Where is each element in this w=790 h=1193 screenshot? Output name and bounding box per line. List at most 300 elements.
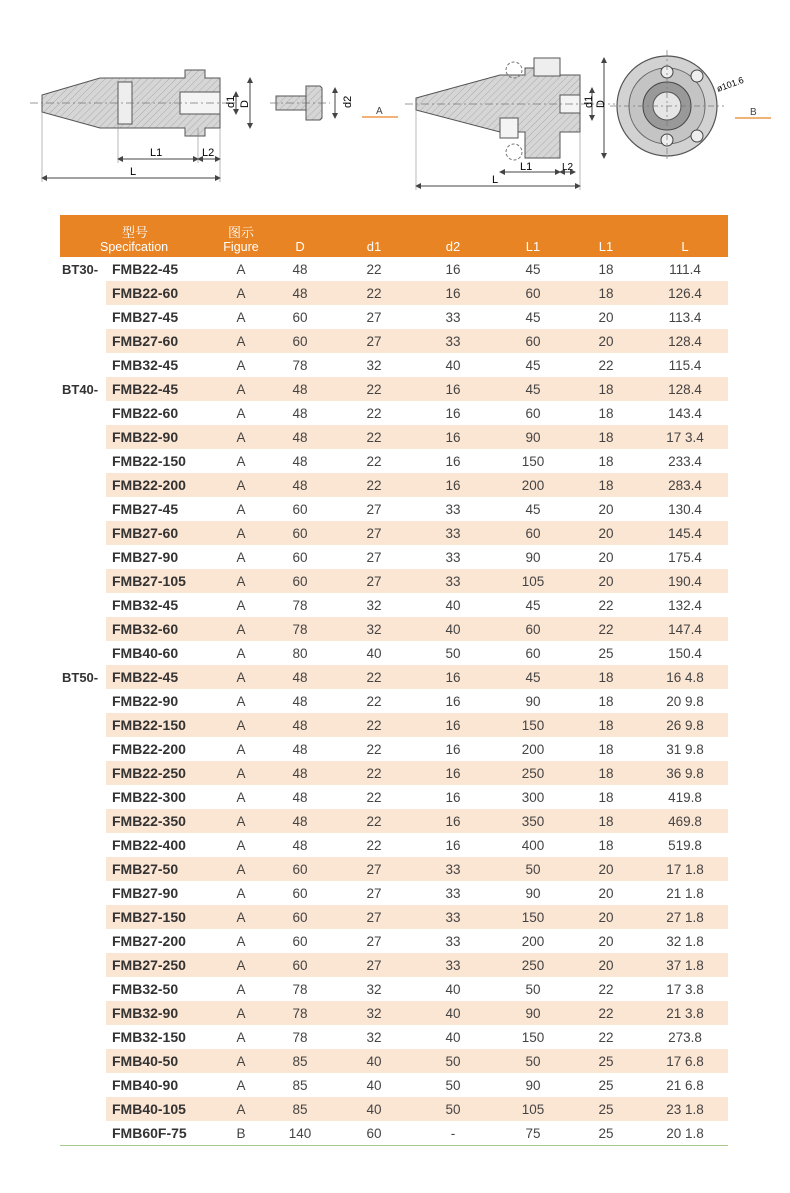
D-cell: 60 — [292, 309, 308, 325]
D-cell: 60 — [292, 933, 308, 949]
figure-cell: A — [220, 905, 262, 929]
D-cell: 78 — [292, 597, 308, 613]
figure-cell: A — [236, 597, 246, 613]
figure-cell: A — [236, 885, 246, 901]
table-row — [60, 857, 728, 881]
d1-cell: 27 — [338, 953, 410, 977]
dim-L1-label-a: L1 — [150, 147, 163, 159]
model-cell: FMB32-150 — [112, 1029, 186, 1045]
L-cell: 17 3.4 — [642, 425, 728, 449]
series-cell — [60, 905, 106, 929]
figure-cell: A — [220, 953, 262, 977]
L2-cell: 20 — [598, 885, 614, 901]
D-cell: 48 — [292, 405, 308, 421]
d2-cell: 33 — [410, 857, 496, 881]
L2-cell: 20 — [570, 905, 642, 929]
table-row — [60, 425, 728, 449]
L1-cell: 60 — [496, 521, 570, 545]
d1-cell: 40 — [366, 1077, 382, 1093]
figure-cell: A — [220, 761, 262, 785]
series-cell — [60, 713, 106, 737]
d1-cell: 22 — [338, 425, 410, 449]
D-cell: 60 — [262, 521, 338, 545]
L1-cell: 90 — [525, 549, 541, 565]
L1-cell: 75 — [496, 1121, 570, 1146]
L2-cell: 20 — [570, 953, 642, 977]
L2-cell: 18 — [570, 473, 642, 497]
series-cell — [60, 737, 106, 761]
model-cell: FMB32-50 — [112, 981, 179, 997]
table-row — [60, 785, 728, 809]
figure-cell: A — [236, 741, 246, 757]
header-spec — [60, 215, 220, 257]
L-cell: 115.4 — [668, 357, 702, 373]
dim-L2-label-b: L2 — [562, 162, 574, 173]
dim-d2-label: d2 — [342, 95, 354, 108]
series-cell — [60, 641, 106, 665]
table-row — [60, 881, 728, 905]
table-row — [60, 1073, 728, 1097]
L1-cell: 150 — [521, 453, 545, 469]
L2-cell: 20 — [598, 549, 614, 565]
d1-cell: 22 — [338, 377, 410, 401]
table-row — [60, 953, 728, 977]
D-cell: 48 — [292, 261, 308, 277]
figure-cell: A — [236, 453, 246, 469]
d1-cell: 60 — [338, 1121, 410, 1146]
d2-cell: 33 — [445, 309, 461, 325]
header-figure-cn: 图示 — [228, 225, 255, 240]
D-cell: 60 — [292, 501, 308, 517]
model-cell: FMB22-45 — [106, 377, 220, 401]
D-cell: 60 — [262, 953, 338, 977]
d1-cell: 40 — [366, 645, 382, 661]
series-cell — [60, 857, 106, 881]
table-row — [60, 1097, 728, 1121]
L1-cell: 105 — [496, 569, 570, 593]
series-cell — [60, 953, 106, 977]
table-row — [60, 473, 728, 497]
d2-cell: 33 — [410, 569, 496, 593]
model-cell: FMB22-250 — [106, 761, 220, 785]
D-cell: 48 — [262, 473, 338, 497]
figure-cell: A — [220, 857, 262, 881]
table-row — [60, 497, 728, 521]
d2-cell: 40 — [445, 357, 461, 373]
L-cell: 36 9.8 — [642, 761, 728, 785]
dim-D-label-a: D — [239, 100, 251, 108]
L1-cell: 45 — [525, 597, 541, 613]
figure-cell: A — [220, 377, 262, 401]
L2-cell: 18 — [598, 837, 614, 853]
L1-cell: 300 — [521, 789, 545, 805]
L1-cell: 45 — [525, 309, 541, 325]
L-cell: 283.4 — [642, 473, 728, 497]
figure-cell: A — [220, 425, 262, 449]
L2-cell: 25 — [598, 645, 614, 661]
d1-cell: 40 — [338, 1049, 410, 1073]
D-cell: 78 — [262, 617, 338, 641]
model-cell: FMB40-50 — [106, 1049, 220, 1073]
d2-cell: 16 — [445, 837, 461, 853]
d2-cell: 33 — [410, 953, 496, 977]
header-d2: d2 — [410, 215, 496, 257]
dim-L-label-b: L — [492, 174, 499, 186]
D-cell: 48 — [262, 713, 338, 737]
series-cell — [60, 353, 106, 377]
L2-cell: 22 — [570, 1001, 642, 1025]
d1-cell: 22 — [366, 693, 382, 709]
figure-cell: A — [220, 665, 262, 689]
d2-cell: 16 — [410, 473, 496, 497]
series-cell — [60, 833, 106, 857]
diameter-label: ø101.6 — [715, 74, 746, 94]
d2-cell: 16 — [410, 377, 496, 401]
L-cell: 419.8 — [668, 789, 702, 805]
D-cell: 48 — [292, 741, 308, 757]
L2-cell: 18 — [570, 377, 642, 401]
model-cell: FMB27-60 — [106, 521, 220, 545]
D-cell: 48 — [292, 837, 308, 853]
table-row — [60, 329, 728, 353]
L1-cell: 150 — [496, 905, 570, 929]
figure-a-label: A — [376, 106, 383, 117]
d1-cell: 22 — [366, 405, 382, 421]
d1-cell: 27 — [366, 549, 382, 565]
L2-cell: 22 — [598, 1029, 614, 1045]
L-cell: 21 3.8 — [642, 1001, 728, 1025]
L-cell: 37 1.8 — [642, 953, 728, 977]
L2-cell: 22 — [598, 981, 614, 997]
L2-cell: 18 — [570, 425, 642, 449]
L1-cell: 90 — [496, 425, 570, 449]
D-cell: 85 — [262, 1097, 338, 1121]
L1-cell: 150 — [496, 713, 570, 737]
header-figure-en: Figure — [223, 240, 259, 254]
table-row — [60, 545, 728, 569]
figure-b-holder-drawing — [405, 58, 615, 190]
d2-cell: 16 — [410, 809, 496, 833]
d1-cell: 32 — [366, 981, 382, 997]
L1-cell: 90 — [525, 1077, 541, 1093]
figure-cell: A — [236, 981, 246, 997]
header-spec-cn: 型号 — [122, 225, 149, 240]
figure-cell: A — [220, 617, 262, 641]
d2-cell: 16 — [445, 453, 461, 469]
figure-cell: A — [236, 405, 246, 421]
d1-cell: 22 — [366, 261, 382, 277]
L-cell: 27 1.8 — [642, 905, 728, 929]
D-cell: 60 — [262, 569, 338, 593]
D-cell: 78 — [292, 1029, 308, 1045]
table-row — [60, 761, 728, 785]
D-cell: 85 — [262, 1049, 338, 1073]
d2-cell: 16 — [445, 693, 461, 709]
header-L2: L1 — [570, 215, 642, 257]
d1-cell: 27 — [338, 569, 410, 593]
L2-cell: 25 — [598, 1077, 614, 1093]
model-cell: FMB22-90 — [106, 425, 220, 449]
figure-cell: A — [236, 933, 246, 949]
d1-cell: 27 — [366, 309, 382, 325]
model-cell: FMB22-200 — [106, 473, 220, 497]
figure-cell: A — [236, 645, 246, 661]
D-cell: 78 — [292, 981, 308, 997]
d1-cell: 40 — [338, 1097, 410, 1121]
table-row — [60, 521, 728, 545]
L1-cell: 50 — [525, 981, 541, 997]
series-cell — [60, 689, 106, 713]
L-cell: 143.4 — [668, 405, 702, 421]
series-cell — [60, 761, 106, 785]
L1-cell: 90 — [525, 885, 541, 901]
series-cell — [60, 929, 106, 953]
L-cell: 113.4 — [668, 309, 702, 325]
header-spec-en: Specifcation — [100, 240, 169, 254]
series-cell — [60, 1001, 106, 1025]
d2-cell: 40 — [410, 1001, 496, 1025]
D-cell: 48 — [262, 761, 338, 785]
d1-cell: 22 — [338, 281, 410, 305]
L1-cell: 250 — [496, 953, 570, 977]
L2-cell: 20 — [570, 569, 642, 593]
L1-cell: 50 — [496, 1049, 570, 1073]
L-cell: 111.4 — [669, 261, 701, 277]
model-cell: FMB27-150 — [106, 905, 220, 929]
L-cell: 17 1.8 — [642, 857, 728, 881]
L-cell: 26 9.8 — [642, 713, 728, 737]
table-row — [60, 377, 728, 401]
D-cell: 48 — [262, 281, 338, 305]
table-row — [60, 1049, 728, 1073]
dim-D-label-b: D — [595, 100, 607, 108]
figure-cell: A — [220, 281, 262, 305]
L2-cell: 18 — [570, 761, 642, 785]
technical-drawings — [0, 0, 790, 200]
d2-cell: 33 — [410, 521, 496, 545]
L-cell: 20 9.8 — [666, 693, 704, 709]
d1-cell: 32 — [338, 1001, 410, 1025]
d2-cell: 40 — [445, 981, 461, 997]
figure-cell: A — [236, 1077, 246, 1093]
series-cell — [60, 329, 106, 353]
figure-a-holder-drawing — [30, 70, 250, 182]
figure-cell: A — [236, 1029, 246, 1045]
L1-cell: 60 — [496, 617, 570, 641]
header-D: D — [262, 215, 338, 257]
L2-cell: 25 — [570, 1121, 642, 1146]
series-cell — [60, 1049, 106, 1073]
d2-cell: 50 — [410, 1097, 496, 1121]
table-row — [60, 449, 728, 473]
L1-cell: 45 — [525, 357, 541, 373]
L-cell: 17 6.8 — [642, 1049, 728, 1073]
d2-cell: 40 — [410, 617, 496, 641]
dim-L-label-a: L — [130, 166, 137, 178]
table-row — [60, 569, 728, 593]
d2-cell: 50 — [445, 645, 461, 661]
model-cell: FMB27-90 — [112, 549, 179, 565]
series-cell — [60, 545, 106, 569]
L-cell: 23 1.8 — [642, 1097, 728, 1121]
figure-cell: A — [236, 789, 246, 805]
L2-cell: 20 — [598, 933, 614, 949]
model-cell: FMB22-400 — [112, 837, 186, 853]
d1-cell: 22 — [366, 741, 382, 757]
L-cell: 273.8 — [668, 1029, 702, 1045]
figure-cell: A — [220, 713, 262, 737]
figure-cell: A — [236, 693, 246, 709]
L1-cell: 200 — [521, 933, 545, 949]
table-row — [60, 689, 728, 713]
table-row — [60, 305, 728, 329]
L1-cell: 60 — [525, 405, 541, 421]
model-cell: FMB32-45 — [112, 597, 179, 613]
d2-cell: 16 — [410, 665, 496, 689]
spec-table — [60, 215, 728, 1146]
d2-cell: 33 — [445, 933, 461, 949]
L2-cell: 18 — [598, 741, 614, 757]
d1-cell: 27 — [338, 857, 410, 881]
figure-cell: A — [220, 473, 262, 497]
L2-cell: 18 — [570, 809, 642, 833]
D-cell: 140 — [262, 1121, 338, 1146]
d1-cell: 22 — [338, 473, 410, 497]
L2-cell: 22 — [598, 597, 614, 613]
series-cell — [60, 1097, 106, 1121]
d1-cell: 22 — [338, 809, 410, 833]
L2-cell: 20 — [570, 521, 642, 545]
table-row — [60, 737, 728, 761]
figure-cell: A — [220, 1097, 262, 1121]
L2-cell: 18 — [598, 261, 614, 277]
series-cell — [60, 977, 106, 1001]
arbor-drawing — [270, 86, 335, 120]
series-cell — [60, 569, 106, 593]
table-row — [60, 833, 728, 857]
series-cell — [60, 401, 106, 425]
model-cell: FMB27-45 — [112, 309, 179, 325]
spec-table-body — [60, 257, 728, 1146]
header-d1: d1 — [338, 215, 410, 257]
table-row — [60, 257, 728, 281]
d2-cell: 16 — [410, 425, 496, 449]
model-cell: FMB32-60 — [106, 617, 220, 641]
d2-cell: 50 — [445, 1077, 461, 1093]
model-cell: FMB27-90 — [112, 885, 179, 901]
model-cell: FMB32-90 — [106, 1001, 220, 1025]
model-cell: FMB22-150 — [112, 453, 186, 469]
figure-b-label: B — [750, 107, 757, 118]
L1-cell: 60 — [496, 329, 570, 353]
D-cell: 48 — [262, 425, 338, 449]
d2-cell: 16 — [410, 761, 496, 785]
L2-cell: 20 — [570, 329, 642, 353]
table-row — [60, 1025, 728, 1049]
D-cell: 48 — [262, 377, 338, 401]
header-figure — [220, 215, 262, 257]
figure-cell: A — [236, 309, 246, 325]
model-cell: FMB22-45 — [106, 665, 220, 689]
table-row — [60, 977, 728, 1001]
series-cell — [60, 497, 106, 521]
model-cell: FMB27-200 — [112, 933, 186, 949]
series-cell — [60, 449, 106, 473]
L-cell: 150.4 — [668, 645, 702, 661]
model-cell: FMB32-45 — [112, 357, 179, 373]
L-cell: 32 1.8 — [666, 933, 704, 949]
series-cell: BT50- — [60, 665, 106, 689]
L2-cell: 22 — [570, 617, 642, 641]
series-cell — [60, 1121, 106, 1146]
d1-cell: 22 — [366, 789, 382, 805]
L-cell: 190.4 — [642, 569, 728, 593]
D-cell: 48 — [292, 453, 308, 469]
L-cell: 16 4.8 — [642, 665, 728, 689]
D-cell: 78 — [292, 357, 308, 373]
model-cell: FMB40-105 — [106, 1097, 220, 1121]
d2-cell: 40 — [445, 597, 461, 613]
dim-d1-label-b: d1 — [583, 95, 595, 108]
model-cell: FMB22-350 — [106, 809, 220, 833]
L1-cell: 60 — [496, 281, 570, 305]
series-cell — [60, 473, 106, 497]
table-row — [60, 665, 728, 689]
L1-cell: 45 — [525, 261, 541, 277]
L1-cell: 60 — [525, 645, 541, 661]
D-cell: 60 — [262, 329, 338, 353]
L-cell: 130.4 — [668, 501, 702, 517]
table-row — [60, 617, 728, 641]
dim-d1-label: d1 — [225, 95, 237, 108]
series-cell — [60, 305, 106, 329]
L1-cell: 350 — [496, 809, 570, 833]
table-row — [60, 713, 728, 737]
d2-cell: 33 — [410, 905, 496, 929]
d2-cell: - — [410, 1121, 496, 1146]
figure-cell: A — [236, 549, 246, 565]
L-cell: 21 6.8 — [666, 1077, 704, 1093]
series-cell — [60, 281, 106, 305]
figure-cell: B — [220, 1121, 262, 1146]
series-cell: BT30- — [60, 257, 106, 281]
L-cell: 128.4 — [642, 377, 728, 401]
series-cell — [60, 425, 106, 449]
series-cell: BT40- — [60, 377, 106, 401]
d1-cell: 22 — [366, 837, 382, 853]
series-cell — [60, 617, 106, 641]
L1-cell: 50 — [496, 857, 570, 881]
d2-cell: 33 — [445, 549, 461, 565]
table-row — [60, 353, 728, 377]
model-cell: FMB27-45 — [112, 501, 179, 517]
L1-cell: 200 — [496, 473, 570, 497]
D-cell: 85 — [292, 1077, 308, 1093]
L2-cell: 25 — [570, 1097, 642, 1121]
d2-cell: 16 — [410, 713, 496, 737]
L2-cell: 18 — [570, 281, 642, 305]
D-cell: 60 — [292, 549, 308, 565]
table-row — [60, 929, 728, 953]
L2-cell: 20 — [598, 501, 614, 517]
d1-cell: 32 — [366, 357, 382, 373]
L-cell: 21 1.8 — [666, 885, 704, 901]
D-cell: 48 — [262, 665, 338, 689]
d1-cell: 22 — [338, 713, 410, 737]
D-cell: 60 — [262, 857, 338, 881]
header-L: L — [642, 215, 728, 257]
model-cell: FMB22-90 — [112, 693, 179, 709]
